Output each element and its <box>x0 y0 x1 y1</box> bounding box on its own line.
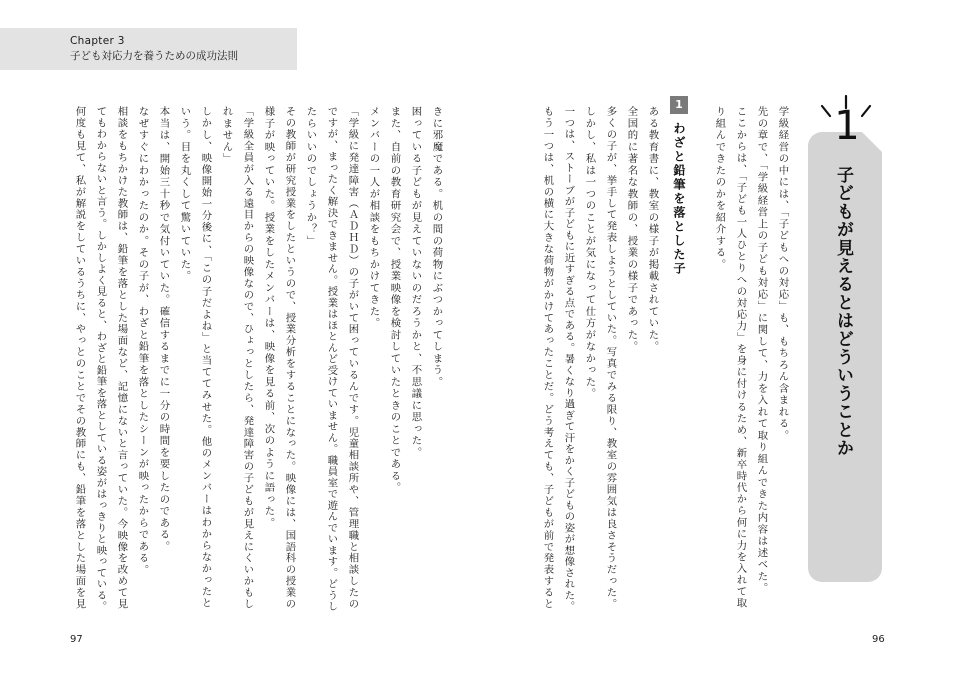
body-line: 相談をもちかけた教師は、鉛筆を落とした場面など、記憶にないと言っていた。今映像を改めて見 <box>115 106 128 610</box>
body-line: メンバーの一人が相談をもちかけてきた。 <box>367 106 380 330</box>
page-number-right: 96 <box>872 634 885 645</box>
body-line: その教師が研究授業をしたというので、授業分析をすることになった。映像には、国語科の授業の <box>283 106 296 610</box>
body-line: 何度も見て、私が解説をしているうちに、やっとのことでその教師にも、鉛筆を落とした場面を見 <box>73 106 86 610</box>
body-line: 一つは、ストーブが子どもに近すぎる点である。暑くなり過ぎて汗をかく子どもの姿が想像された。 <box>562 106 575 613</box>
intro-line: 学級経営の中には、「子どもへの対応」も、もちろん含まれる。 <box>776 106 789 442</box>
body-line: しかし、私は一つのことが気になって仕方がなかった。 <box>583 106 596 400</box>
subsection-title: わざと鉛筆を落とした子 <box>672 122 686 276</box>
body-line: 全国的に著名な教師の、授業の様子であった。 <box>625 106 638 353</box>
body-line: 多くの子が、挙手して発表しようとしていた。写真でみる限り、教室の雰囲気は良さそうだった。 <box>604 106 617 610</box>
body-line: なぜすぐにわかったのか。その子が、わざと鉛筆を落としたシーンが映ったからである。 <box>136 106 149 576</box>
body-line: てもわからないと言う。しかしよく見ると、わざと鉛筆を落としている姿がはっきりと映っている。 <box>94 106 107 613</box>
section-title: 子どもが見えるとはどういうことか <box>833 166 853 458</box>
body-line: 困っている子どもが見えていないのだろうかと、不思議に思った。 <box>409 106 422 459</box>
body-line: いう。目を丸くして驚いていた。 <box>178 106 191 283</box>
chapter-label: Chapter 3 <box>70 35 125 47</box>
intro-line: ここからは、「子ども一人ひとりへの対応力」を身に付けるため、新卒時代から何に力を入れて取 <box>734 106 747 609</box>
chapter-header <box>0 28 297 70</box>
body-line: 本当は、開始三十秒で気付いていた。確信するまでに一分の時間を要したのである。 <box>157 106 170 553</box>
body-line: ですが、まったく解決できません。授業はほとんど受けていません。職員室で遊んでいます。どうし <box>325 106 338 613</box>
body-line: もう一つは、机の横に大きな荷物がかけてあったことだ。どう考えても、子どもが前で発表すると <box>541 106 554 610</box>
intro-line: 先の章で、「学級経営上の子ども対応」に関して、力を入れて取り組んできた内容は述べた。 <box>755 106 768 595</box>
subsection-number: 1 <box>670 96 688 114</box>
intro-line: り組んできたのかを紹介する。 <box>713 106 726 271</box>
body-line: しかし、映像開始一分後に、「この子だよね」と当ててみせた。他のメンバーはわからなかったと <box>199 106 212 609</box>
body-line: 「学級全員が入る遠目からの映像なので、ひょっとしたら、発達障害の子どもが見えにくいかもし <box>241 106 254 610</box>
body-line: たらいいのでしょうか？」 <box>304 106 317 247</box>
chapter-subtitle: 子ども対応力を養うための成功法則 <box>70 50 238 62</box>
body-line: きに邪魔である。机の間の荷物にぶつかってしまう。 <box>430 106 443 388</box>
section-number: 1 <box>834 103 860 149</box>
body-line: また、自前の教育研究会で、授業映像を検討していたときのことである。 <box>388 106 401 494</box>
body-line: ある教育書に、教室の様子が掲載されていた。 <box>646 106 659 353</box>
body-line: 「学級に発達障害（ＡＤＨＤ）の子がいて困っているんです。児童相談所や、管理職と相談したの <box>346 106 359 610</box>
body-line: れません」 <box>220 106 233 165</box>
page-number-left: 97 <box>70 634 83 645</box>
body-line: 様子が映っていた。授業をしたメンバーは、映像を見る前、次のように語った。 <box>262 106 275 529</box>
